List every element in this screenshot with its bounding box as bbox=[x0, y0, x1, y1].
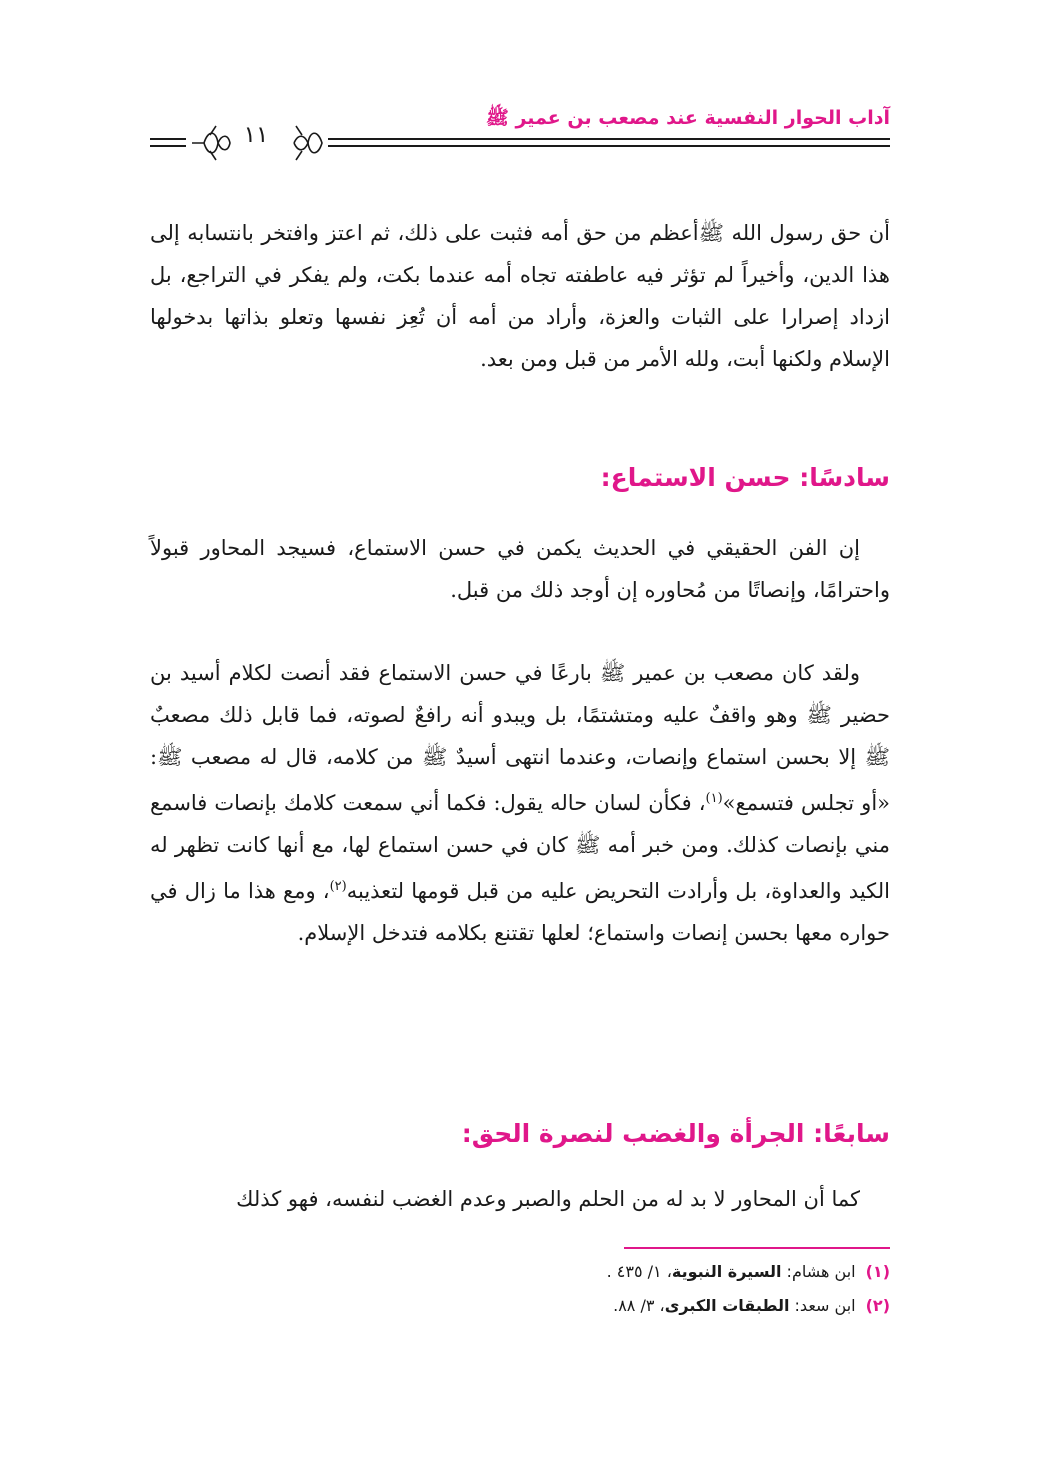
footnote-book-title: الطبقات الكبرى bbox=[664, 1296, 790, 1315]
footnote-1 bbox=[607, 1262, 890, 1281]
header-rule-left-top bbox=[150, 138, 186, 140]
paragraph-text bbox=[150, 652, 890, 954]
section-heading-7 bbox=[150, 1114, 890, 1154]
page-header bbox=[150, 100, 890, 190]
footnote-reference: ، ٣/ ٨٨. bbox=[613, 1296, 665, 1315]
paragraph-text-part: ولقد كان مصعب بن عمير ﷺ بارعًا في حسن الاستماع فقد أنصت لكلام أسيد بن حضير ﷺ وهو واقفٌ عليه ومتشتمًا، بل ويبدو أنه رافعٌ لصوته، فما قابل ذلك مصعبٌ ﷺ إلا بحسن استماع وإنصات، وعندما انتهى أسيدٌ ﷺ من كلامه، قال له مصعب ﷺ: «أو تجلس فتسمع» bbox=[150, 661, 890, 815]
footnote-reference: ، ١/ ٤٣٥ . bbox=[606, 1262, 672, 1281]
header-rule-left-bottom bbox=[150, 145, 186, 147]
footnote-marker: (٢) bbox=[865, 1296, 890, 1315]
footnote-2 bbox=[613, 1296, 890, 1315]
footnote-author: ابن سعد: bbox=[789, 1296, 856, 1315]
header-rule-bottom bbox=[328, 145, 890, 147]
paragraph-4 bbox=[150, 1178, 890, 1220]
paragraph-2 bbox=[150, 527, 890, 611]
header-rule-top bbox=[328, 138, 890, 140]
section-heading-6 bbox=[150, 458, 890, 498]
footnote-book-title: السيرة النبوية bbox=[671, 1262, 782, 1281]
paragraph-text: كما أن المحاور لا بد له من الحلم والصبر وعدم الغضب لنفسه، فهو كذلك bbox=[236, 1187, 860, 1211]
section-heading: سادسًا: حسن الاستماع: bbox=[600, 463, 890, 492]
paragraph-3 bbox=[150, 652, 890, 954]
paragraph-text: إن الفن الحقيقي في الحديث يكمن في حسن الاستماع، فسيجد المحاور قبولاً واحترامًا، وإنصاتًا من مُحاوره إن أوجد ذلك من قبل. bbox=[150, 536, 890, 602]
paragraph-text-part: ، فكأن لسان حاله يقول: فكما أني سمعت كلامك بإنصات فاسمع مني بإنصات كذلك. ومن خبر أمه ﷺ كان في حسن استماع لها، مع أنها كانت تظهر له الكيد والعداوة، بل وأرادت التحريض عليه من قبل قومها لتعذيبه bbox=[150, 791, 891, 903]
paragraph-1 bbox=[150, 212, 890, 380]
footnote-marker: (١) bbox=[865, 1262, 890, 1281]
section-heading: سابعًا: الجرأة والغضب لنصرة الحق: bbox=[461, 1119, 890, 1148]
paragraph-text-part: ، ومع هذا ما زال في حواره معها بحسن إنصات واستماع؛ لعلها تقتنع بكلامه فتدخل الإسلام. bbox=[150, 879, 890, 945]
footnote-reference-1[interactable]: (١) bbox=[705, 791, 723, 806]
footnote-author: ابن هشام: bbox=[781, 1262, 856, 1281]
running-title: آداب الحوار النفسية عند مصعب بن عمير ﷺ bbox=[485, 107, 890, 129]
page-number: ١١ bbox=[243, 122, 269, 148]
footnote-reference-2[interactable]: (٢) bbox=[329, 879, 347, 894]
footnote-separator bbox=[624, 1247, 890, 1249]
paragraph-text: أن حق رسول الله ﷺأعظم من حق أمه فثبت على ذلك، ثم اعتز وافتخر بانتسابه إلى هذا الدين، وأخيراً لم تؤثر فيه عاطفته تجاه أمه عندما بكت، ولم يفكر في التراجع، بل ازداد إصرارا على الثبات والعزة، وأراد من أمه أن تُعِز نفسها وتعلو بذاتها بدخولها الإسلام ولكنها أبت، ولله الأمر من قبل ومن بعد. bbox=[150, 221, 890, 371]
